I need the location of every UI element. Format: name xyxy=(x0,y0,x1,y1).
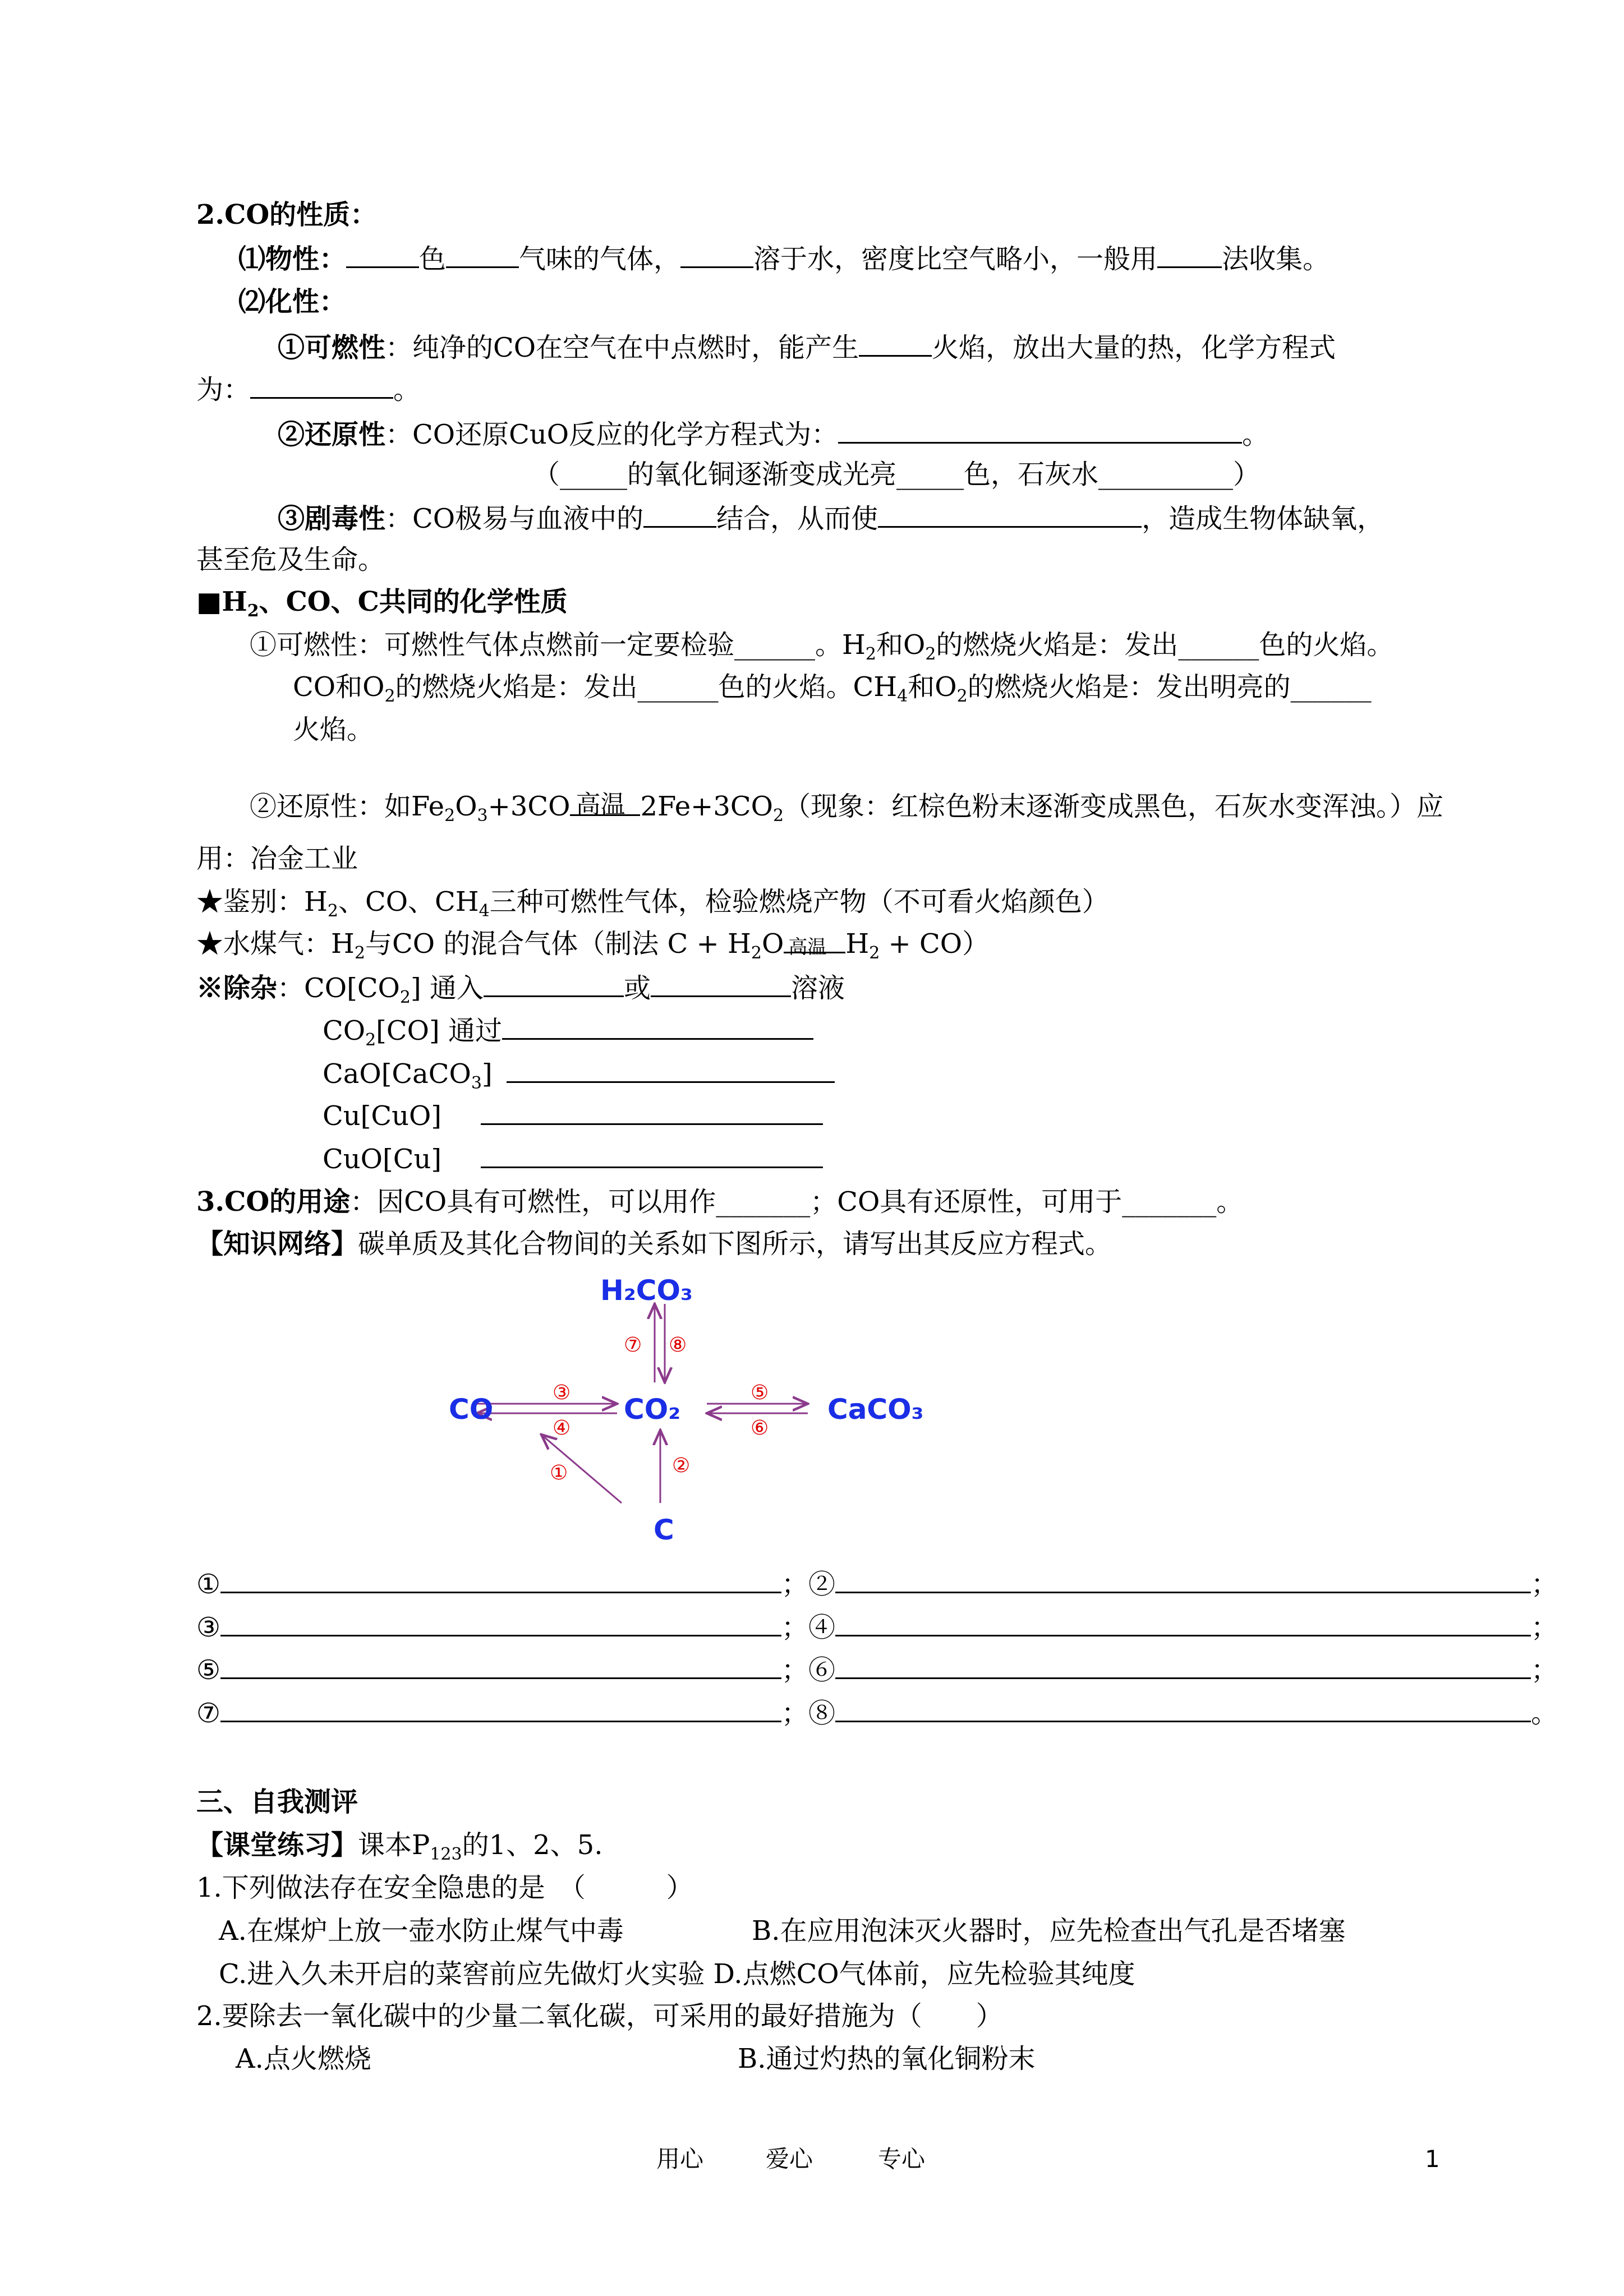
text: 和O xyxy=(908,671,957,703)
text: CO xyxy=(323,1015,366,1047)
text: ①可燃性：可燃性气体点燃前一定要检验______。H xyxy=(250,629,866,661)
text: ； xyxy=(781,1569,809,1601)
impurity-removal-line-4 xyxy=(323,1099,823,1133)
combustibility-line xyxy=(278,331,1336,365)
text: ：CO极易与血液中的 xyxy=(385,503,644,535)
text: 气味的气体， xyxy=(519,243,681,275)
text: ★水煤气：H xyxy=(196,928,355,960)
network-label: 【知识网络】 xyxy=(196,1228,358,1260)
question-1: 1.下列做法存在安全隐患的是 （ ） xyxy=(196,1872,693,1903)
answer-number: ⑤ xyxy=(196,1654,221,1686)
common-item-1-line-2: CO和$O_2$的燃烧火焰是：发出______色的火焰。$CH_4$和$O_2$的燃烧火焰是：发出明亮的______ xyxy=(293,671,1372,706)
answer-number: ⑧ xyxy=(808,1698,836,1730)
answer-blank[interactable] xyxy=(220,1696,781,1722)
blank xyxy=(838,418,1242,444)
text: ：CO[CO xyxy=(277,972,400,1004)
question-2-option-a: A.点火燃烧 xyxy=(236,2043,371,2074)
identification-line: ★鉴别：$H_2$、CO、$CH_4$三种可燃性气体，检验燃烧产物（不可看火焰颜色） xyxy=(196,886,1109,921)
text: 课本P xyxy=(358,1829,430,1861)
answer-number: ① xyxy=(196,1569,221,1601)
answer-blank[interactable] xyxy=(220,1653,781,1679)
phys-label: ⑴物性： xyxy=(238,243,347,275)
blank xyxy=(484,971,624,997)
text: ； xyxy=(781,1654,809,1686)
text: 结合，从而使 xyxy=(716,503,878,535)
answer-blank[interactable] xyxy=(835,1696,1531,1722)
text: ■H xyxy=(196,586,247,617)
label-6: ⑥ xyxy=(751,1417,769,1440)
text: 火焰，放出大量的热，化学方程式 xyxy=(932,332,1336,364)
text: 的燃烧火焰是：发出______色的火焰。CH xyxy=(395,671,898,703)
blank xyxy=(346,242,419,268)
text: ； xyxy=(1531,1654,1558,1686)
toxicity-line xyxy=(278,502,1384,536)
text: （现象：红棕色粉末逐渐变成黑色，石灰水变浑浊。）应 xyxy=(784,791,1444,822)
impurity-removal-line-3: CaO[CaCO$_3$] xyxy=(323,1057,835,1091)
condition-label: 高温 xyxy=(576,790,625,819)
text: 碳单质及其化合物间的关系如下图所示，请写出其反应方程式。 xyxy=(358,1228,1112,1260)
text: ] xyxy=(481,1058,493,1090)
self-test-title: 三、自我测评 xyxy=(196,1786,358,1818)
node-c: C xyxy=(654,1514,674,1546)
blank xyxy=(481,1142,823,1168)
label-5: ⑤ xyxy=(751,1381,769,1404)
question-2-option-b: B.通过灼热的氧化铜粉末 xyxy=(738,2043,1036,2074)
answer-number: ⑦ xyxy=(196,1698,221,1730)
combustibility-line-2 xyxy=(196,373,420,407)
node-co2: CO₂ xyxy=(624,1393,681,1426)
answer-number: ⑥ xyxy=(808,1654,836,1686)
combustibility-label: ①可燃性 xyxy=(278,332,386,364)
text: 、CO、CH xyxy=(338,886,479,918)
blank xyxy=(446,242,519,268)
answer-blank[interactable] xyxy=(220,1567,781,1593)
blank xyxy=(250,373,393,399)
blank xyxy=(859,331,932,357)
toxicity-line-2: 甚至危及生命。 xyxy=(196,544,385,575)
impurity-removal-line-5 xyxy=(323,1142,823,1176)
text: ：CO还原CuO反应的化学方程式为： xyxy=(385,419,839,451)
label-3: ③ xyxy=(553,1381,571,1404)
text: O xyxy=(455,791,477,822)
text: [CO] 通过 xyxy=(376,1015,502,1047)
blank xyxy=(643,502,716,528)
section-2-title: 2.CO的性质： xyxy=(196,199,378,230)
answer-row-2 xyxy=(196,1611,1558,1644)
text: 2Fe+3CO xyxy=(640,791,773,822)
common-item-2-line-2: 用：冶金工业 xyxy=(196,843,358,874)
text: ，造成生物体缺氧， xyxy=(1142,503,1384,535)
text: 。 xyxy=(1242,419,1269,451)
answer-row-4 xyxy=(196,1696,1558,1730)
text: +3CO xyxy=(487,791,571,822)
co-uses-label: 3.CO的用途 xyxy=(196,1186,351,1218)
reducibility-line xyxy=(278,418,1269,451)
text: 为： xyxy=(196,374,251,406)
answer-blank[interactable] xyxy=(220,1611,781,1636)
text: 和O xyxy=(876,629,926,661)
label-7: ⑦ xyxy=(624,1334,642,1357)
text: O xyxy=(761,928,784,960)
text: 或 xyxy=(624,972,651,1004)
physical-properties-line xyxy=(238,242,1329,276)
question-2: 2.要除去一氧化碳中的少量二氧化碳，可采用的最好措施为（ ） xyxy=(196,2000,1003,2032)
common-item-2: ②还原性：如$Fe_2O_3+3CO$ 高温 $2Fe+3CO_2$（现象：红棕色粉末逐渐变成黑色，石灰水变浑浊。）应 xyxy=(250,790,1444,826)
blank xyxy=(507,1057,835,1083)
blank xyxy=(878,502,1142,528)
question-1-options-cd: C.进入久未开启的菜窖前应先做灯火实验 D.点燃CO气体前，应先检验其纯度 xyxy=(219,1958,1135,1990)
question-1-option-a: A.在煤炉上放一壶水防止煤气中毒 xyxy=(219,1915,624,1947)
text: 三种可燃性气体，检验燃烧产物（不可看火焰颜色） xyxy=(489,886,1109,918)
answer-number: ② xyxy=(808,1569,836,1601)
text: + CO） xyxy=(880,928,990,960)
answer-number: ④ xyxy=(808,1612,836,1644)
blank xyxy=(651,971,791,997)
text: CaO[CaCO xyxy=(323,1058,471,1090)
co-uses-line xyxy=(196,1186,1243,1219)
text: 。 xyxy=(1531,1698,1558,1730)
practice-label: 【课堂练习】 xyxy=(196,1829,358,1861)
blank xyxy=(502,1014,813,1040)
subscript: 123 xyxy=(430,1845,462,1864)
blank xyxy=(1157,242,1222,268)
reducibility-label: ②还原性 xyxy=(278,419,386,451)
text: 的燃烧火焰是：发出______色的火焰。 xyxy=(936,629,1394,661)
text: 。 xyxy=(393,374,421,406)
toxicity-label: ③剧毒性 xyxy=(278,503,386,535)
text: ； xyxy=(1531,1569,1558,1601)
text: ：因CO具有可燃性，可以用作_______；CO具有还原性，可用于_______。 xyxy=(350,1186,1244,1218)
footer-word-2: 爱心 xyxy=(766,2145,813,2173)
footer-word-1: 用心 xyxy=(656,2145,704,2173)
common-item-1-line-3: 火焰。 xyxy=(293,714,374,745)
text: ； xyxy=(1531,1612,1558,1644)
node-h2co3: H₂CO₃ xyxy=(600,1274,693,1307)
condition-label: 高温 xyxy=(788,936,827,958)
reaction-rule xyxy=(570,814,640,816)
text: 、CO、C共同的化学性质 xyxy=(259,586,568,617)
text: Cu[CuO] xyxy=(323,1100,442,1132)
text: ] 通入 xyxy=(411,972,484,1004)
answer-row-3 xyxy=(196,1653,1558,1687)
answer-blank[interactable] xyxy=(835,1653,1531,1679)
text: 溶液 xyxy=(791,972,845,1004)
impurity-removal-line-2: $CO_2[CO]$ 通过 xyxy=(323,1014,813,1048)
answer-number: ③ xyxy=(196,1612,221,1644)
text: CuO[Cu] xyxy=(323,1144,442,1175)
text: ； xyxy=(781,1698,809,1730)
reaction-rule xyxy=(784,952,845,953)
text: ②还原性：如Fe xyxy=(250,791,445,822)
answer-row-1 xyxy=(196,1567,1558,1601)
text: 与CO 的混合气体（制法 C + H xyxy=(365,928,751,960)
text: ：纯净的CO在空气在中点燃时，能产生 xyxy=(385,332,859,364)
text: ★鉴别：H xyxy=(196,886,328,918)
label-2: ② xyxy=(672,1454,691,1477)
text: ； xyxy=(781,1612,809,1644)
text: H xyxy=(845,928,869,960)
carbon-relationship-diagram xyxy=(415,1256,999,1559)
text: 色 xyxy=(419,243,447,275)
question-1-option-b: B.在应用泡沫灭火器时，应先检查出气孔是否堵塞 xyxy=(752,1915,1346,1947)
subscript: 2 xyxy=(247,601,259,621)
removal-label: ※除杂 xyxy=(196,972,278,1004)
common-item-1: ①可燃性：可燃性气体点燃前一定要检验______。$H_2$和$O_2$的燃烧火焰是：发出______色的火焰。 xyxy=(250,629,1394,664)
text: 的1、2、5. xyxy=(462,1829,603,1861)
blank xyxy=(481,1099,823,1125)
knowledge-network-line xyxy=(196,1228,1112,1261)
class-practice-line xyxy=(196,1829,602,1862)
page-number: 1 xyxy=(1425,2145,1440,2173)
chemical-properties-label: ⑵化性： xyxy=(238,286,347,317)
text: 溶于水，密度比空气略小，一般用 xyxy=(753,243,1158,275)
answer-blank[interactable] xyxy=(835,1567,1531,1593)
answer-blank[interactable] xyxy=(835,1611,1531,1636)
node-caco3: CaCO₃ xyxy=(827,1393,924,1426)
footer-word-3: 专心 xyxy=(878,2145,926,2173)
blank xyxy=(680,242,753,268)
label-1: ① xyxy=(550,1461,568,1484)
text: 法收集。 xyxy=(1222,243,1330,275)
node-co: CO xyxy=(449,1393,494,1426)
text: CO和O xyxy=(293,671,385,703)
label-8: ⑧ xyxy=(669,1334,687,1357)
reducibility-observation: （_____的氧化铜逐渐变成光亮_____色，石灰水__________） xyxy=(533,459,1260,490)
common-properties-title xyxy=(196,586,568,619)
impurity-removal-line-1: ※除杂：$CO[CO_2]$ 通入 或 溶液 xyxy=(196,971,845,1005)
text: 的燃烧火焰是：发出明亮的______ xyxy=(967,671,1372,703)
label-4: ④ xyxy=(553,1417,571,1440)
water-gas-line: ★水煤气：$H_2$与CO 的混合气体（制法 $C + H_2O$ 高温 $H_2 + CO$） xyxy=(196,928,990,963)
